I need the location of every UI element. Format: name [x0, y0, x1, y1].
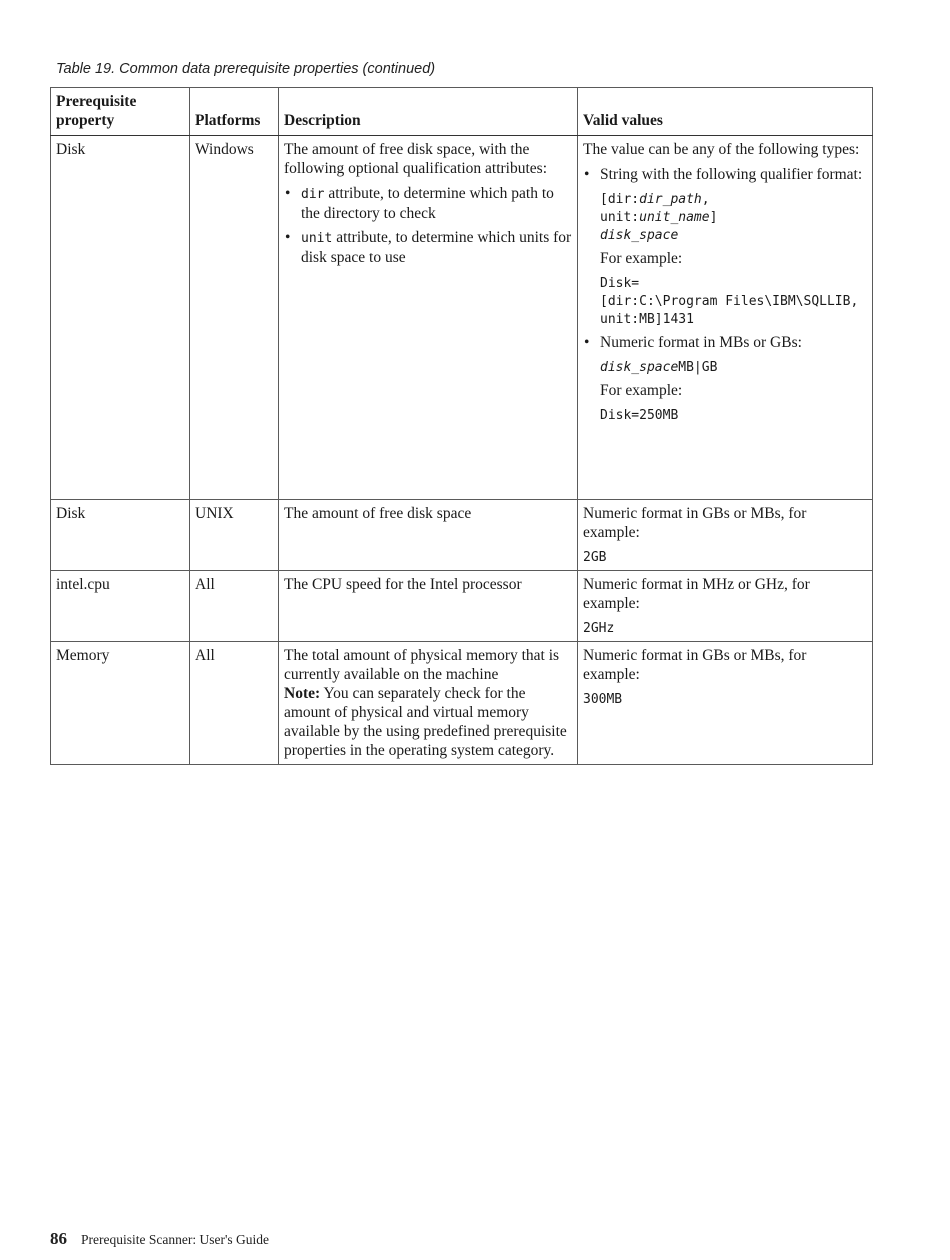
page-footer: [50, 1229, 269, 1249]
cell-property: intel.cpu: [51, 571, 190, 642]
example-code: 300MB: [583, 692, 623, 707]
header-description: Description: [279, 88, 578, 136]
table-header-row: [51, 88, 873, 136]
list-item: • String with the following qualifier format: [dir:dir_path, unit:unit_name] disk_space For example: Disk= [dir:C:\Program Files\IBM\SQLLIB, unit:MB]1431: [583, 165, 867, 328]
cell-valid-values: Numeric format in MHz or GHz, for example: 2GHz: [578, 571, 873, 642]
cell-description: The CPU speed for the Intel processor: [279, 571, 578, 642]
cell-property: Memory: [51, 642, 190, 765]
code-term: dir: [301, 187, 325, 202]
example-code: Disk=250MB: [600, 408, 679, 423]
header-platforms: Platforms: [190, 88, 279, 136]
cell-platforms: All: [190, 571, 279, 642]
cell-valid-values: Numeric format in GBs or MBs, for example: 300MB: [578, 642, 873, 765]
table-row: [51, 136, 873, 500]
cell-description: The amount of free disk space: [279, 500, 578, 571]
note-label: Note:: [284, 685, 321, 702]
cell-property: Disk: [51, 136, 190, 500]
header-prerequisite-property: Prerequisite property: [51, 88, 190, 136]
attribute-list: [284, 184, 572, 267]
value-type-list: [583, 165, 867, 424]
header-valid-values: Valid values: [578, 88, 873, 136]
numeric-format: disk_spaceMB|GB: [600, 360, 718, 375]
example-code: 2GB: [583, 550, 607, 565]
cell-platforms: UNIX: [190, 500, 279, 571]
table-caption: Table 19. Common data prerequisite properties (continued): [56, 61, 436, 77]
valid-intro: The value can be any of the following types:: [583, 141, 860, 158]
cell-platforms: All: [190, 642, 279, 765]
prerequisite-properties-table: [50, 87, 873, 765]
example-code: 2GHz: [583, 621, 615, 636]
note: Note: You can separately check for the amount of physical and virtual memory available by the using predefined prerequisite properties in the operating system category.: [284, 685, 567, 759]
cell-valid-values: Numeric format in GBs or MBs, for example: 2GB: [578, 500, 873, 571]
table-row: [51, 500, 873, 571]
cell-description: [279, 136, 578, 500]
cell-valid-values: [578, 136, 873, 500]
qualifier-format: [dir:dir_path, unit:unit_name] disk_space: [600, 192, 718, 243]
cell-property: Disk: [51, 500, 190, 571]
table-row: [51, 642, 873, 765]
example-code: Disk= [dir:C:\Program Files\IBM\SQLLIB, unit:MB]1431: [600, 276, 859, 327]
description-intro: The amount of free disk space, with the following optional qualification attributes:: [284, 141, 548, 177]
list-item: • unit attribute, to determine which units for disk space to use: [284, 228, 572, 267]
cell-description: The total amount of physical memory that is currently available on the machine Note: You can separately check for the amount of physical and virtual memory available by the using predefined prerequisite properties in the operating system category.: [279, 642, 578, 765]
code-term: unit: [301, 231, 333, 246]
cell-platforms: Windows: [190, 136, 279, 500]
page-number: 86: [50, 1229, 67, 1248]
document-title: Prerequisite Scanner: User's Guide: [81, 1232, 270, 1247]
list-item: • dir attribute, to determine which path to the directory to check: [284, 184, 572, 223]
table-row: [51, 571, 873, 642]
list-item: • Numeric format in MBs or GBs: disk_spaceMB|GB For example: Disk=250MB: [583, 333, 867, 424]
